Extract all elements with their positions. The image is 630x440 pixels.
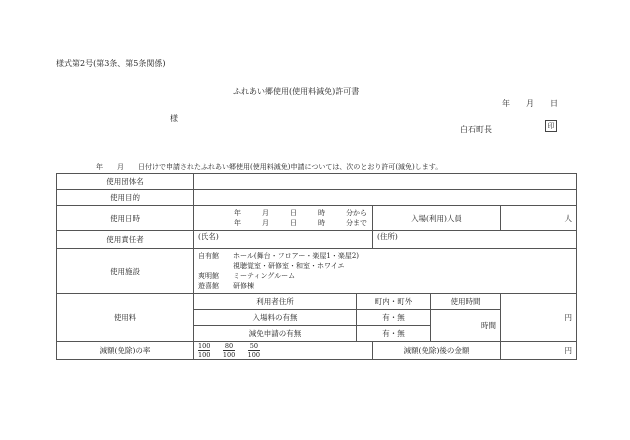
row-purpose [57,190,577,206]
facility-line: 視聴覚室・研修室・和室・ホワイエ [198,262,345,270]
fee-presence-1[interactable]: 有・無 [357,310,431,326]
responsible-label: 使用責任者 [57,231,194,249]
fee-presence-2[interactable]: 有・無 [357,326,431,342]
rate-fraction[interactable]: $\frac{100}{100}$ [198,342,211,359]
facility-line: 遊喜館 研修棟 [198,282,254,290]
form-number: 様式第2号(第3条、第5条関係) [56,59,166,68]
address-label: (住所) [377,232,398,241]
fee-user-address: 利用者住所 [194,294,357,310]
after-label: 減額(免除)後の金額 [373,342,501,360]
group-name-field[interactable] [194,174,577,190]
row-rate [57,342,577,360]
row-fee-header [57,294,577,310]
datetime-field[interactable] [194,206,373,231]
after-yen: 円 [501,342,577,360]
rate-fraction[interactable]: $\frac{80}{100}$ [222,342,236,359]
fee-exemption: 減免申請の有無 [194,326,357,342]
fee-usage-time: 使用時間 [431,294,501,310]
datetime-to: 年 月 日 時 分まで [234,219,367,227]
issue-date: 年 月 日 [502,99,558,108]
fee-inside-outside[interactable]: 町内・町外 [357,294,431,310]
facility-line: 自有館 ホール(舞台・フロアー・楽屋1・楽屋2) [198,252,360,260]
rate-fraction[interactable]: $\frac{50}{100}$ [247,342,261,359]
purpose-field[interactable] [194,190,577,206]
addressee-suffix: 様 [170,114,178,123]
facility-label: 使用施設 [57,249,194,294]
attendees-unit: 人 [501,206,577,231]
fee-hours-unit: 時間 [431,310,501,342]
row-responsible [57,231,577,249]
document-title: ふれあい郷使用(使用料減免)許可書 [233,87,360,96]
row-datetime [57,206,577,231]
purpose-label: 使用目的 [57,190,194,206]
fee-label: 使用料 [57,294,194,342]
datetime-from: 年 月 日 時 分から [234,209,367,217]
fee-admission: 入場料の有無 [194,310,357,326]
issuer-name: 白石町長 [460,125,492,134]
row-facility [57,249,577,294]
facility-list [194,249,577,294]
intro-text: 年 月 日付けで申請されたふれあい郷使用(使用料減免)申請については、次のとおり許可(減免)します。 [96,163,443,171]
group-name-label: 使用団体名 [57,174,194,190]
row-group-name [57,174,577,190]
responsible-name-field[interactable] [194,231,373,249]
rate-label: 減額(免除)の率 [57,342,194,360]
name-label: (氏名) [198,232,219,241]
rate-options[interactable] [194,342,373,360]
permit-form-table [56,173,577,360]
facility-line: 爽明館 ミーティングルーム [198,272,296,280]
attendees-label: 入場(利用)人員 [373,206,501,231]
responsible-address-field[interactable] [373,231,577,249]
datetime-label: 使用日時 [57,206,194,231]
seal-icon: 印 [545,120,557,132]
fee-yen: 円 [501,294,577,342]
